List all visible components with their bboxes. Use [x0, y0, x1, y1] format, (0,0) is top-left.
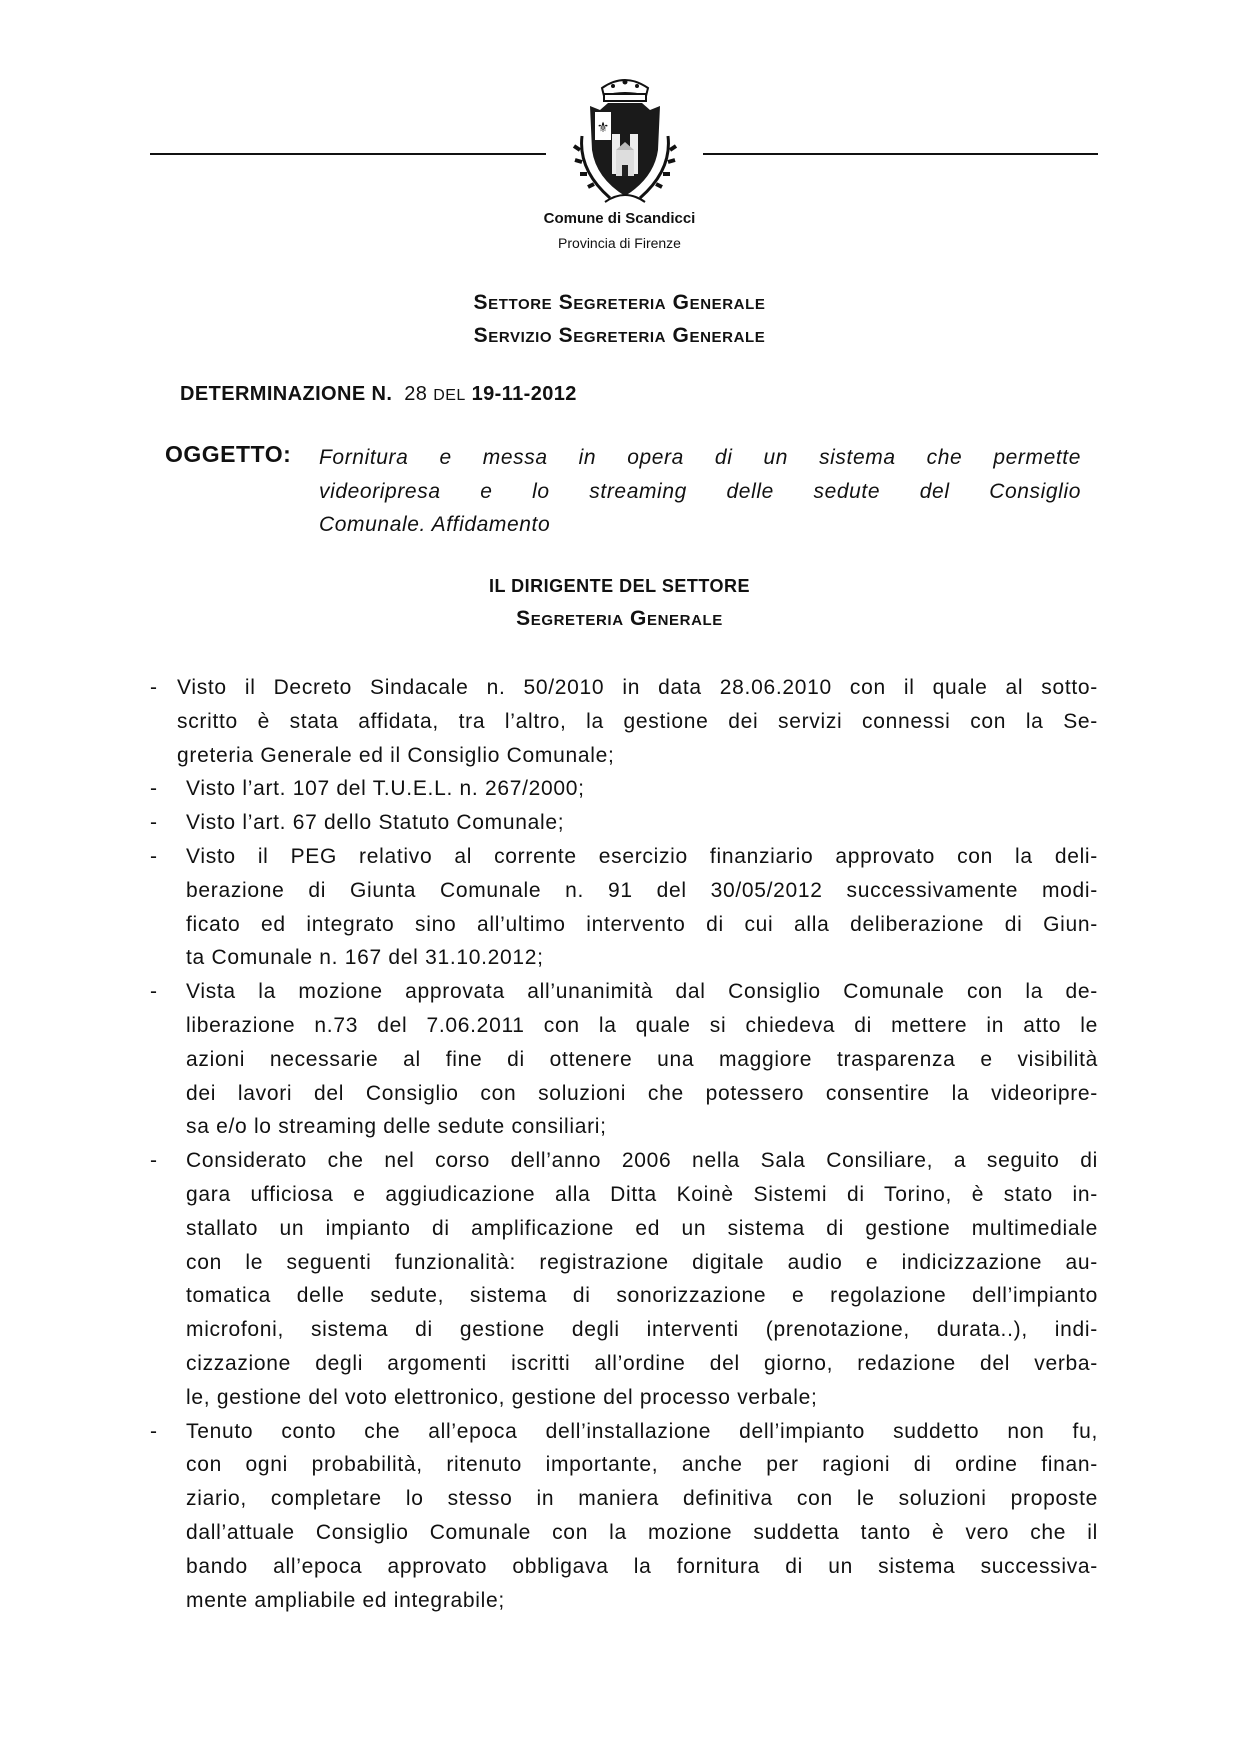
bullet-dash: - [150, 676, 158, 699]
recital-line: azioni necessarie al fine di ottenere una maggiore trasparenza e visibilità [186, 1047, 1098, 1071]
recital-line: Vista la mozione approvata all’unanimità dal Consiglio Comunale con la de- [186, 980, 1098, 1004]
recital-line: Tenuto conto che all’epoca dell’installazione dell’impianto suddetto non fu, [186, 1419, 1098, 1443]
sector-heading: Settore Segreteria Generale [473, 291, 766, 314]
recital-line: Visto l’art. 67 dello Statuto Comunale; [186, 811, 565, 835]
recital-item [150, 1415, 1098, 1618]
recital-item [150, 806, 1098, 840]
recital-line: berazione di Giunta Comunale n. 91 del 30/05/2012 successivamente modi- [186, 878, 1098, 902]
subject-line: Fornitura e messa in opera di un sistema che permette [319, 446, 1081, 469]
bullet-dash: - [150, 844, 158, 868]
determination-label: DETERMINAZIONE N. [180, 383, 393, 405]
recital-item [150, 772, 1098, 806]
recital-line: Visto l’art. 107 del T.U.E.L. n. 267/2000; [186, 777, 585, 801]
recital-item [150, 975, 1098, 1144]
recital-line: liberazione n.73 del 7.06.2011 con la quale si chiedeva di mettere in atto le [186, 1013, 1098, 1037]
recital-line: Considerato che nel corso dell’anno 2006 nella Sala Consiliare, a seguito di [186, 1149, 1098, 1173]
bullet-dash: - [150, 811, 158, 835]
recital-line: ficato ed integrato sino all’ultimo intervento di cui alla deliberazione di Giun- [186, 912, 1098, 936]
header-rule-right [703, 153, 1098, 155]
recital-line: con ogni probabilità, ritenuto importante, anche per ragioni di ordine finan- [186, 1453, 1098, 1477]
municipality-name: Comune di Scandicci [543, 210, 696, 227]
recital-line: cizzazione degli argomenti iscritti all’ordine del giorno, redazione del verba- [186, 1351, 1098, 1375]
svg-text:⚜: ⚜ [596, 119, 610, 135]
recital-line: mente ampliabile ed integrabile; [186, 1588, 505, 1612]
recital-line: gara ufficiosa e aggiudicazione alla Ditta Koinè Sistemi di Torino, è stato in- [186, 1182, 1098, 1206]
bullet-dash: - [150, 777, 158, 801]
recital-line: bando all’epoca approvato obbligava la fornitura di un sistema successiva- [186, 1554, 1098, 1578]
determination-line [180, 383, 577, 406]
recital-line: Visto il PEG relativo al corrente esercizio finanziario approvato con la deli- [186, 844, 1098, 868]
determination-del-label: DEL [433, 387, 466, 404]
subject-label: OGGETTO: [165, 441, 292, 467]
recital-item [150, 840, 1098, 975]
recital-line: greteria Generale ed il Consiglio Comunale; [177, 743, 615, 767]
province-name: Provincia di Firenze [558, 235, 681, 251]
recital-line: scritto è stata affidata, tra l’altro, la gestione dei servizi connessi con la Se- [177, 709, 1098, 733]
subject-line: Comunale. Affidamento [319, 513, 551, 536]
recital-line: le, gestione del voto elettronico, gestione del processo verbale; [186, 1385, 818, 1409]
header-rule-left [150, 153, 546, 155]
bullet-dash: - [150, 1419, 158, 1443]
determination-number: 28 [404, 383, 428, 405]
recital-line: ziario, completare lo stesso in maniera definitiva con le soluzioni proposte [186, 1487, 1098, 1511]
recital-line: stallato un impianto di amplificazione ed un sistema di gestione multimediale [186, 1216, 1098, 1240]
bullet-dash: - [150, 980, 158, 1004]
recital-line: tomatica delle sedute, sistema di sonorizzazione e regolazione dell’impianto [186, 1284, 1098, 1308]
recitals-list [150, 671, 1098, 1617]
determination-date: 19-11-2012 [471, 383, 577, 405]
subject-line: videoripresa e lo streaming delle sedute del Consiglio [319, 479, 1081, 503]
recital-line: con le seguenti funzionalità: registrazione digitale audio e indicizzazione au- [186, 1250, 1098, 1274]
recital-line: dall’attuale Consiglio Comunale con la mozione suddetta tanto è vero che il [186, 1520, 1098, 1544]
recital-item [150, 1144, 1098, 1414]
subject-text [319, 441, 1081, 542]
bullet-dash: - [150, 1149, 158, 1173]
recital-line: dei lavori del Consiglio con soluzioni che potessero consentire la videoripre- [186, 1081, 1098, 1105]
recital-line: microfoni, sistema di gestione degli interventi (prenotazione, durata..), indi- [186, 1318, 1098, 1342]
recital-line: ta Comunale n. 167 del 31.10.2012; [186, 946, 544, 970]
signatory-title: IL DIRIGENTE DEL SETTORE [488, 576, 751, 596]
recital-item [150, 671, 1098, 772]
service-heading: Servizio Segreteria Generale [473, 324, 766, 347]
recital-line: sa e/o lo streaming delle sedute consiliari; [186, 1115, 607, 1139]
coat-of-arms-logo [560, 70, 690, 210]
recital-line: Visto il Decreto Sindacale n. 50/2010 in data 28.06.2010 con il quale al sotto- [177, 676, 1098, 699]
signatory-sector: Segreteria Generale [516, 607, 723, 630]
